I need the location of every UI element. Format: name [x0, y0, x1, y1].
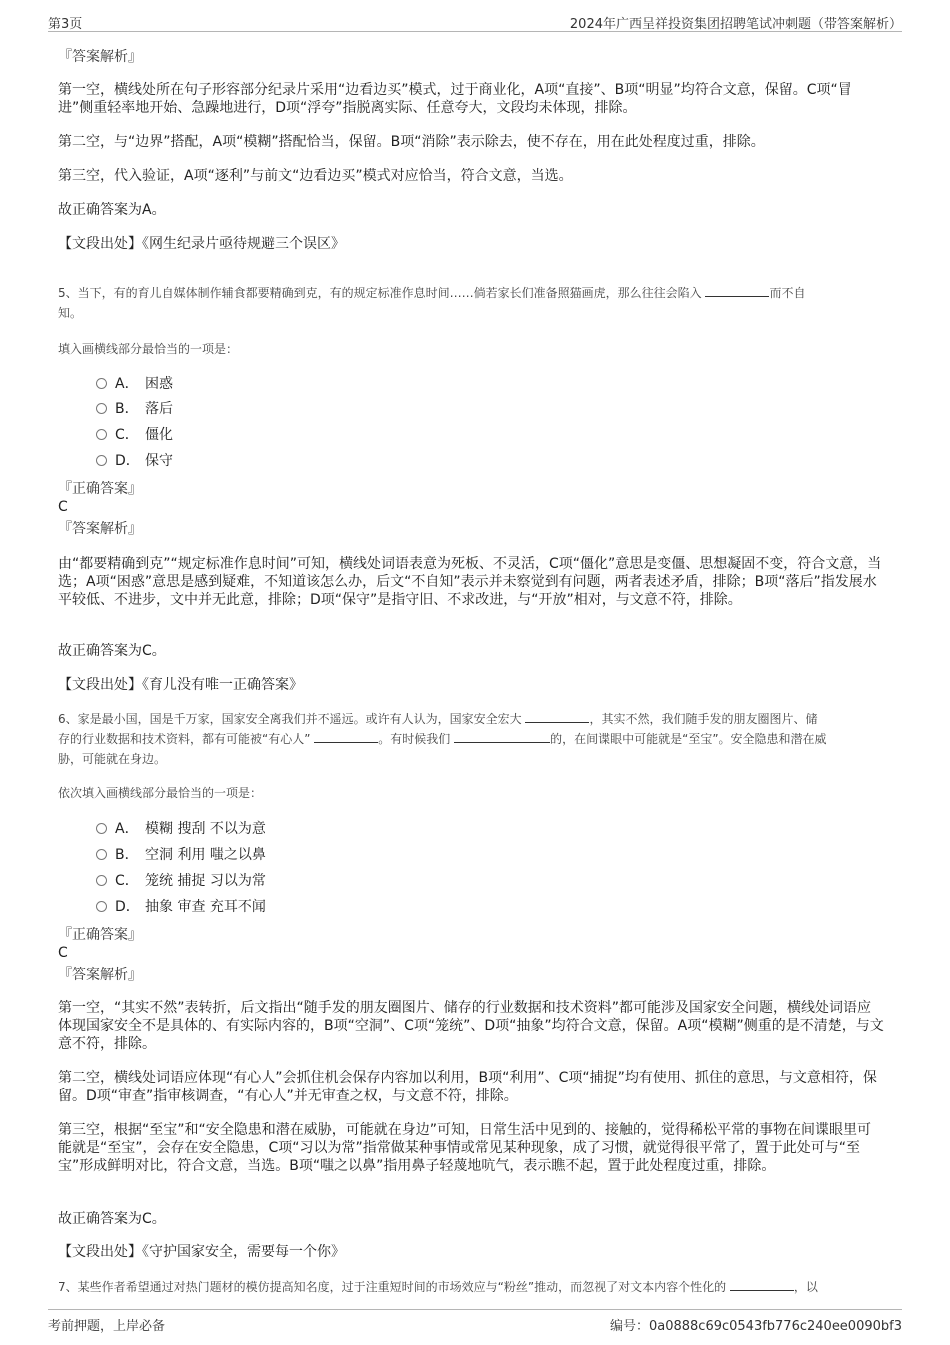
- question-prompt: 依次填入画横线部分最恰当的一项是：: [58, 786, 263, 800]
- option-c[interactable]: C． 僵化: [96, 426, 173, 444]
- question-stem: 6、家是最小国，国是千万家，国家安全离我们并不遥远。或许有人认为，国家安全宏大 ，其实不然，我们随手发的朋友圈图片、储 存的行业数据和技术资料，都有可能被“有心人” 。有时候我们 的，在间谍眼中可能就是“至宝”。安全隐患和潜在威 胁，可能就在身边。: [58, 712, 827, 766]
- footer-slogan: 考前押题，上岸必备: [48, 1319, 166, 1334]
- analysis-paragraph: 第一空，“其实不然”表转折，后文指出“随手发的朋友圈图片、储存的行业数据和技术资料”都可能涉及国家安全问题，横线处词语应体现国家安全不是具体的、有实际内容的，B项“空洞”、C项“笼统”、D项“抽象”均符合文意，保留。A项“模糊”侧重的是不清楚，与文意不符，排除。: [58, 1000, 884, 1052]
- answer-blank: [454, 730, 550, 743]
- option-d[interactable]: D． 抽象 审查 充耳不闻: [96, 898, 266, 916]
- page-number: 第3页: [48, 17, 83, 32]
- answer-blank: [730, 1278, 794, 1291]
- document-title: 2024年广西呈祥投资集团招聘笔试冲刺题（带答案解析）: [569, 17, 902, 32]
- radio-icon[interactable]: [96, 378, 107, 389]
- radio-icon[interactable]: [96, 849, 107, 860]
- answer-blank: [705, 284, 769, 297]
- answer-blank: [314, 730, 378, 743]
- source-citation: 【文段出处】《守护国家安全，需要每一个你》: [58, 1244, 345, 1260]
- analysis-label: 『答案解析』: [58, 967, 142, 983]
- radio-icon[interactable]: [96, 403, 107, 414]
- option-a[interactable]: A． 困惑: [96, 375, 173, 393]
- radio-icon[interactable]: [96, 429, 107, 440]
- radio-icon[interactable]: [96, 901, 107, 912]
- source-citation: 【文段出处】《育儿没有唯一正确答案》: [58, 677, 303, 693]
- analysis-paragraph: 第一空，横线处所在句子形容部分纪录片采用“边看边买”模式，过于商业化，A项“直接”、B项“明显”均符合文意，保留。C项“冒进”侧重轻率地开始、急躁地进行，D项“浮夸”指脱离实际、任意夸大，文段均未体现，排除。: [58, 82, 852, 116]
- correct-answer-label: 『正确答案』: [58, 927, 142, 943]
- option-a[interactable]: A． 模糊 搜刮 不以为意: [96, 820, 266, 838]
- option-b[interactable]: B． 空洞 利用 嗤之以鼻: [96, 846, 266, 864]
- document-code: 编号：0a0888c69c0543fb776c240ee0090bf3: [609, 1319, 902, 1334]
- analysis-label: 『答案解析』: [58, 49, 142, 65]
- option-d[interactable]: D． 保守: [96, 452, 173, 470]
- analysis-paragraph: 第三空，根据“至宝”和“安全隐患和潜在威胁，可能就在身边”可知，日常生活中见到的、接触的，觉得稀松平常的事物在间谍眼里可能就是“至宝”，会存在安全隐患，C项“习以为常”指常做某种事情或常见某种现象，成了习惯，就觉得很平常了，置于此处可与“至宝”形成鲜明对比，符合文意，当选。B项“嗤之以鼻”指用鼻子轻蔑地吭气，表示瞧不起，置于此处程度过重，排除。: [58, 1122, 872, 1174]
- analysis-paragraph: 第二空，与“边界”搭配，A项“模糊”搭配恰当，保留。B项“消除”表示除去，使不存在，用在此处程度过重，排除。: [58, 134, 765, 150]
- final-answer: 故正确答案为C。: [58, 643, 166, 659]
- analysis-label: 『答案解析』: [58, 521, 142, 537]
- correct-answer: C: [58, 945, 68, 961]
- answer-blank: [525, 710, 589, 723]
- radio-icon[interactable]: [96, 875, 107, 886]
- correct-answer-label: 『正确答案』: [58, 481, 142, 497]
- question-prompt: 填入画横线部分最恰当的一项是：: [58, 342, 239, 356]
- question-stem: 7、某些作者希望通过对热门题材的模仿提高知名度，过于注重短时间的市场效应与“粉丝”推动，而忽视了对文本内容个性化的 ，以: [58, 1280, 818, 1294]
- radio-icon[interactable]: [96, 823, 107, 834]
- radio-icon[interactable]: [96, 455, 107, 466]
- option-b[interactable]: B． 落后: [96, 400, 173, 418]
- final-answer: 故正确答案为C。: [58, 1211, 166, 1227]
- page-footer: [48, 1309, 902, 1334]
- analysis-paragraph: 第二空，横线处词语应体现“有心人”会抓住机会保存内容加以利用，B项“利用”、C项“捕捉”均有使用、抓住的意思，与文意相符，保留。D项“审查”指审核调查，“有心人”并无审查之权，与文意不符，排除。: [58, 1070, 877, 1104]
- page-header: [48, 11, 902, 32]
- question-stem: 5、当下，有的育儿自媒体制作辅食都要精确到克，有的规定标准作息时间……倘若家长们准备照猫画虎，那么往往会陷入 而不自 知。: [58, 286, 806, 320]
- analysis-paragraph: 第三空，代入验证，A项“逐利”与前文“边看边买”模式对应恰当，符合文意，当选。: [58, 168, 573, 184]
- correct-answer: C: [58, 499, 68, 515]
- analysis-paragraph: 由“都要精确到克”“规定标准作息时间”可知，横线处词语表意为死板、不灵活，C项“僵化”意思是变僵、思想凝固不变，符合文意，当选；A项“困惑”意思是感到疑难，不知道该怎么办，后文“不自知”表示并未察觉到有问题，两者表述矛盾，排除；B项“落后”指发展水平较低、不进步，文中并无此意，排除；D项“保守”是指守旧、不求改进，与“开放”相对，与文意不符，排除。: [58, 556, 882, 608]
- source-citation: 【文段出处】《网生纪录片亟待规避三个误区》: [58, 236, 345, 252]
- option-c[interactable]: C． 笼统 捕捉 习以为常: [96, 872, 266, 890]
- final-answer: 故正确答案为A。: [58, 202, 166, 218]
